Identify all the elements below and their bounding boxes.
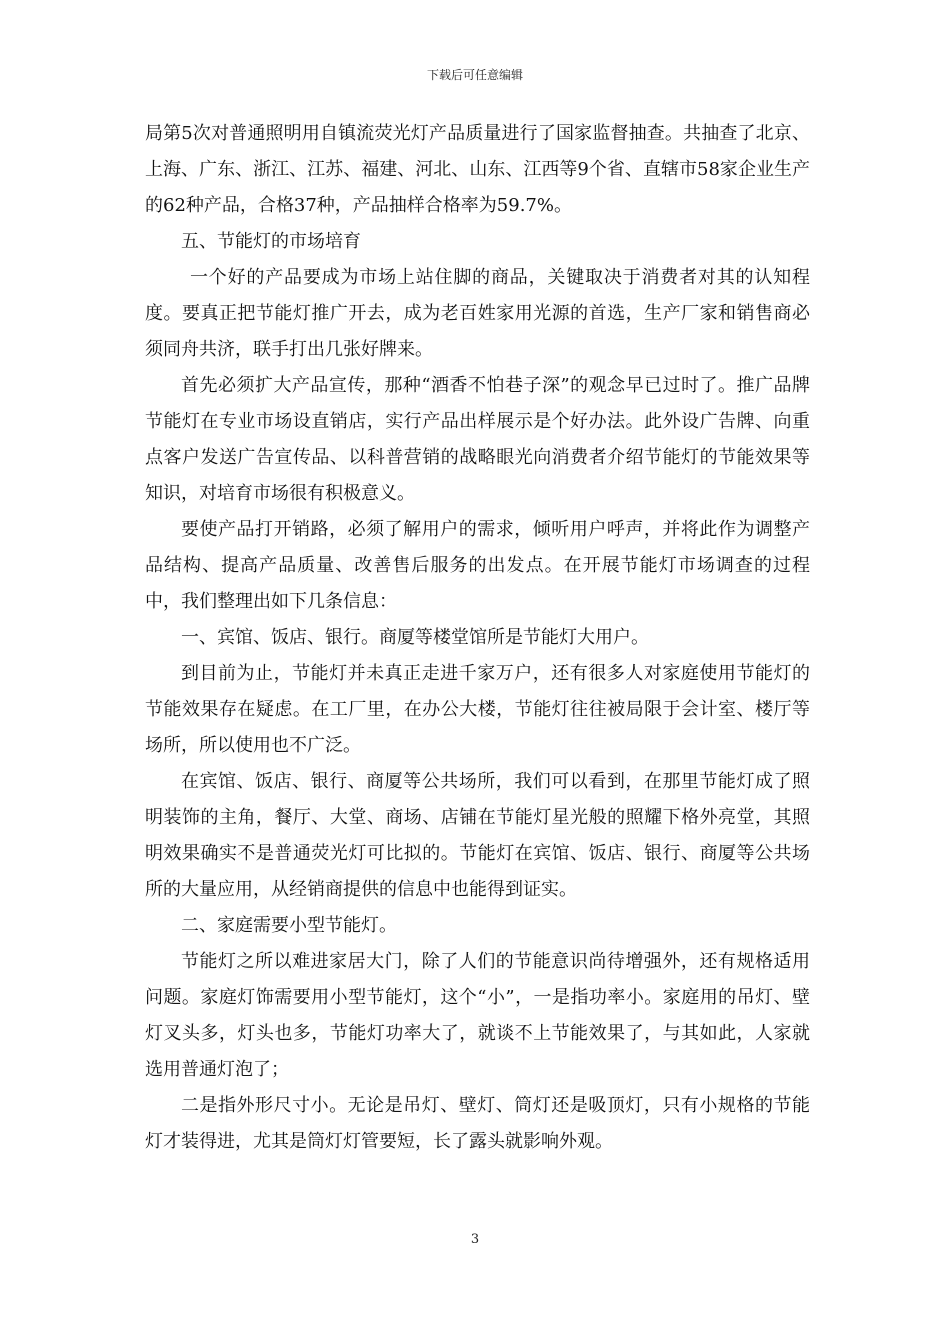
paragraph-low-power: 节能灯之所以难进家居大门，除了人们的节能意识尚待增强外，还有规格适用问题。家庭灯饰需要用小型节能灯，这个“小”，一是指功率小。家庭用的吊灯、壁灯叉头多，灯头也多，节能灯功率大了，就谈不上节能效果了，与其如此，人家就选用普通灯泡了； bbox=[145, 951, 810, 1080]
paragraph-inspection-results: 局第5次对普通照明用自镇流荧光灯产品质量进行了国家监督抽查。共抽查了北京、上海、广东、浙江、江苏、福建、河北、山东、江西等9个省、直辖市58家企业生产的62种产品，合格37种，产品抽样合格率为59.7%。 bbox=[145, 123, 810, 216]
paragraph-small-size: 二是指外形尺寸小。无论是吊灯、壁灯、筒灯还是吸顶灯，只有小规格的节能灯才装得进，尤其是筒灯灯管要短，长了露头就影响外观。 bbox=[145, 1095, 810, 1152]
paragraph-product-promotion: 首先必须扩大产品宣传，那种“酒香不怕巷子深”的观念早已过时了。推广品牌节能灯在专业市场设直销店，实行产品出样展示是个好办法。此外设广告牌、向重点客户发送广告宣传品、以科普营销的战略眼光向消费者介绍节能灯的节能效果等知识，对培育市场很有积极意义。 bbox=[145, 375, 810, 504]
subheading-large-users: 一、宾馆、饭店、银行。商厦等楼堂馆所是节能灯大用户。 bbox=[181, 627, 649, 648]
paragraph-public-venues: 在宾馆、饭店、银行、商厦等公共场所，我们可以看到，在那里节能灯成了照明装饰的主角，餐厅、大堂、商场、店铺在节能灯星光般的照耀下格外亮堂，其照明效果确实不是普通荧光灯可比拟的。节能灯在宾馆、饭店、银行、商厦等公共场所的大量应用，从经销商提供的信息中也能得到证实。 bbox=[145, 771, 810, 900]
section-heading-market-cultivation: 五、节能灯的市场培育 bbox=[181, 231, 361, 252]
subheading-small-lamps: 二、家庭需要小型节能灯。 bbox=[181, 915, 397, 936]
document-body bbox=[145, 116, 810, 1160]
page-number: 3 bbox=[470, 1232, 480, 1247]
paragraph-user-needs: 要使产品打开销路，必须了解用户的需求，倾听用户呼声，并将此作为调整产品结构、提高产品质量、改善售后服务的出发点。在开展节能灯市场调查的过程中，我们整理出如下几条信息： bbox=[145, 519, 810, 612]
paragraph-consumer-awareness: 一个好的产品要成为市场上站住脚的商品，关键取决于消费者对其的认知程度。要真正把节能灯推广开去，成为老百姓家用光源的首选，生产厂家和销售商必须同舟共济，联手打出几张好牌来。 bbox=[145, 267, 810, 360]
paragraph-household-adoption: 到目前为止，节能灯并未真正走进千家万户，还有很多人对家庭使用节能灯的节能效果存在疑虑。在工厂里，在办公大楼，节能灯往往被局限于会计室、楼厅等场所，所以使用也不广泛。 bbox=[145, 663, 810, 756]
page-header: 下载后可任意编辑 bbox=[426, 68, 523, 82]
